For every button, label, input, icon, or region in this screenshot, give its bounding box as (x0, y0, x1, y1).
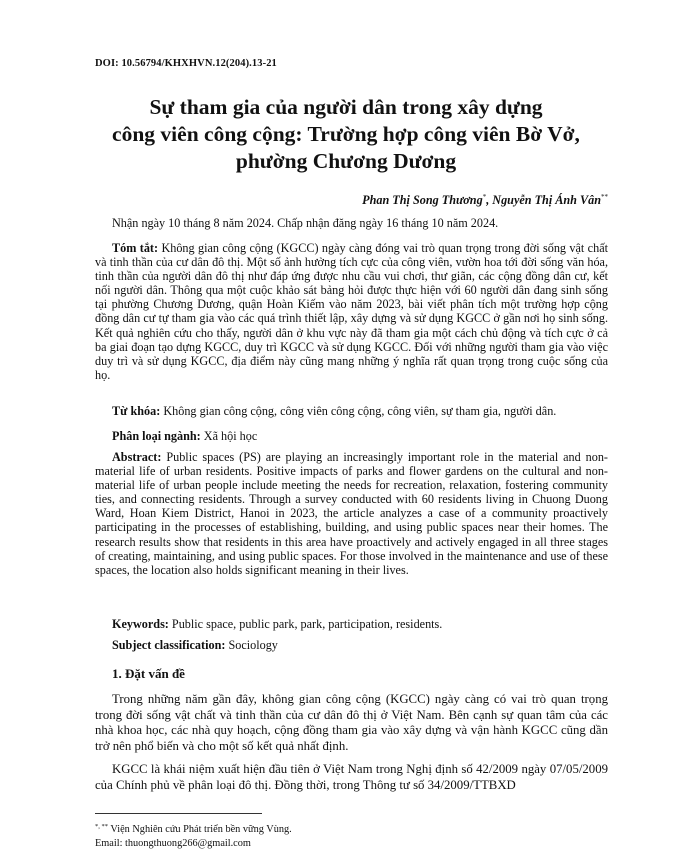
classification-text: Sociology (225, 638, 278, 652)
article-title (60, 94, 632, 175)
keywords-text: Không gian công cộng, công viên công cộng, công viên, sự tham gia, người dân. (160, 404, 557, 418)
author-separator: , (486, 193, 493, 207)
footnote-marks: *, ** (95, 823, 108, 830)
author-name: Phan Thị Song Thương (362, 193, 483, 207)
section-heading: 1. Đặt vấn đề (112, 666, 185, 681)
abstract-vietnamese (95, 241, 608, 382)
classification-english (95, 638, 608, 652)
author-mark: * (482, 193, 487, 201)
author-line (362, 193, 608, 208)
abstract-english (95, 450, 608, 577)
received-dates: Nhận ngày 10 tháng 8 năm 2024. Chấp nhận đăng ngày 16 tháng 10 năm 2024. (112, 216, 499, 230)
abstract-text: Public spaces (PS) are playing an increasingly important role in the material and non-material life of urban residents. Positive impacts of parks and flower gardens on the cultural and non-material life of urban people include meeting the needs for recreation, relaxation, fostering community ties, and connecting residents. Through a survey conducted with 60 residents living in Chuong Duong Ward, Hoan Kiem District, Hanoi in 2023, the article analyzes a case of a community proactively participating in the processes of establishing, building, and using public spaces near their homes. The research results show that residents in this area have proactively and actively engaged in all three stages of creating, maintaining, and using public spaces. For those involved in the maintenance and use of these spaces, the location also holds significant meaning in their lives. (95, 450, 608, 577)
abstract-label: Abstract: (112, 450, 162, 464)
footnote-divider (95, 813, 262, 814)
abstract-text: Không gian công cộng (KGCC) ngày càng đóng vai trò quan trọng trong đời sống vật chất và tinh thần của cư dân đô thị. Một số ảnh hưởng tích cực của công viên, vườn hoa tới đời sống văn hóa, tinh thần của người dân đô thị như đáp ứng được nhu cầu vui chơi, thư giãn, các cộng đồng dân cư, kết nối người dân. Thông qua một cuộc khảo sát bảng hỏi được thực hiện với 60 người dân đang sinh sống tại phường Chương Dương, quận Hoàn Kiếm vào năm 2023, bài viết phân tích một trường hợp cộng đồng dân cư tự tham gia vào các quá trình thiết lập, xây dựng và sử dụng KGCC ở gần nơi họ sinh sống. Kết quả nghiên cứu cho thấy, người dân ở khu vực này đã tham gia một cách chủ động và tích cực ở cả ba giai đoạn tạo dựng KGCC, duy trì KGCC và sử dụng KGCC. Đối với những người tham gia vào việc duy trì và sử dụng KGCC, địa điểm này cũng mang những ý nghĩa rất quan trọng trong cuộc sống của họ. (95, 241, 608, 382)
classification-text: Xã hội học (200, 429, 258, 443)
classification-vietnamese (95, 429, 608, 443)
author-name: Nguyễn Thị Ánh Vân (492, 193, 601, 207)
classification-label: Subject classification: (112, 638, 226, 652)
title-line: Sự tham gia của người dân trong xây dựng (149, 95, 543, 119)
footnote-affiliation (95, 820, 292, 837)
classification-label: Phân loại ngành: (112, 429, 201, 443)
keywords-label: Từ khóa: (112, 404, 161, 418)
keywords-text: Public space, public park, park, participation, residents. (168, 617, 443, 631)
footnote (95, 820, 292, 850)
abstract-label: Tóm tắt: (112, 241, 159, 255)
author-mark: ** (601, 193, 608, 201)
title-line: phường Chương Dương (235, 149, 457, 173)
keywords-vietnamese (95, 404, 608, 418)
title-line: công viên công cộng: Trường hợp công viên Bờ Vở, (112, 122, 580, 146)
keywords-label: Keywords: (112, 617, 169, 631)
affiliation-text: Viện Nghiên cứu Phát triển bền vững Vùng. (108, 824, 292, 835)
body-paragraph: KGCC là khái niệm xuất hiện đầu tiên ở Việt Nam trong Nghị định số 42/2009 ngày 07/05/2009 của Chính phủ về phân loại đô thị. Đồng thời, trong Thông tư số 34/2009/TTBXD (95, 762, 608, 792)
doi-line: DOI: 10.56794/KHXHVN.12(204).13-21 (95, 58, 277, 69)
keywords-english (95, 617, 608, 631)
body-paragraph: Trong những năm gần đây, không gian công cộng (KGCC) ngày càng có vai trò quan trọng trong đời sống vật chất và tinh thần của cư dân đô thị ở Việt Nam. Bên cạnh sự quan tâm của các nhà khoa học, các nhà quy hoạch, cộng đồng tham gia vào xây dựng và vận hành KGCC cũng dần trở nên phổ biến và cho một số kết quả nhất định. (95, 692, 608, 753)
footnote-email: Email: thuongthuong266@gmail.com (95, 837, 251, 849)
